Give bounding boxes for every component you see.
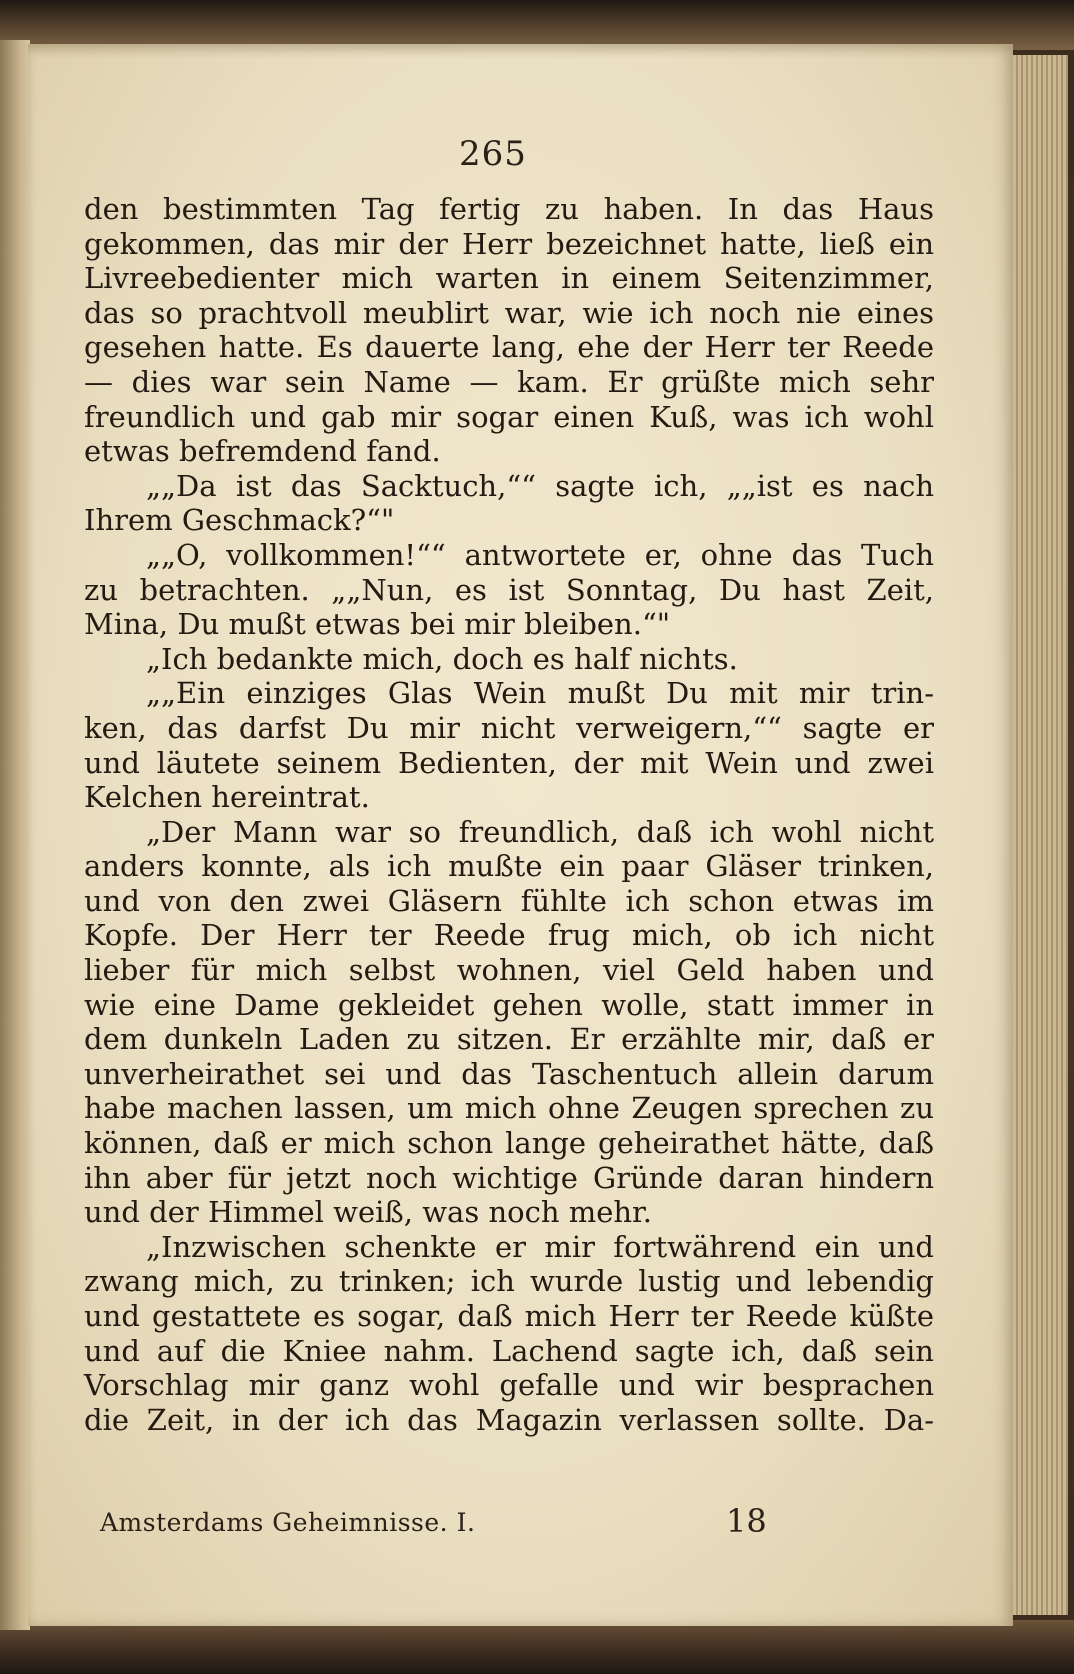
text-line: Livreebedienter mich warten in einem Seitenzimmer,: [84, 261, 934, 296]
book-cover-top: [0, 0, 1074, 50]
text-line: gesehen hatte. Es dauerte lang, ehe der Herr ter Reede: [84, 330, 934, 365]
footer-sheet-number: 18: [726, 1502, 767, 1540]
text-line: das so prachtvoll meublirt war, wie ich noch nie eines: [84, 295, 934, 330]
text-line: Kopfe. Der Herr ter Reede frug mich, ob ich nicht: [84, 918, 934, 953]
page-number: 265: [459, 134, 527, 174]
text-line: den bestimmten Tag fertig zu haben. In das Haus: [84, 192, 934, 226]
text-line: „„O, vollkommen!““ antwortete er, ohne das Tuch: [146, 537, 934, 572]
text-line: „Ich bedankte mich, doch es half nichts.: [146, 641, 738, 676]
text-line: können, daß er mich schon lange geheirathet hätte, daß: [84, 1126, 934, 1161]
text-line: zwang mich, zu trinken; ich wurde lustig und lebendig: [84, 1264, 934, 1299]
text-line: Ihrem Geschmack?“": [84, 503, 395, 538]
text-line: „„Da ist das Sacktuch,““ sagte ich, „„ist es nach: [146, 468, 934, 503]
text-line: lieber für mich selbst wohnen, viel Geld haben und: [84, 953, 934, 988]
text-line: ihn aber für jetzt noch wichtige Gründe daran hindern: [84, 1160, 934, 1195]
text-line: „Der Mann war so freundlich, daß ich wohl nicht: [146, 814, 934, 849]
text-line: gekommen, das mir der Herr bezeichnet hatte, ließ ein: [84, 226, 934, 261]
text-line: habe machen lassen, um mich ohne Zeugen sprechen zu: [84, 1091, 934, 1126]
footer-signature: Amsterdams Geheimnisse. I.: [100, 1508, 476, 1537]
text-line: Kelchen hereintrat.: [84, 780, 370, 815]
text-line: wie eine Dame gekleidet gehen wolle, statt immer in: [84, 987, 934, 1022]
text-line: freundlich und gab mir sogar einen Kuß, was ich wohl: [84, 399, 934, 434]
book-page: [28, 44, 1013, 1626]
page-footer: [100, 1502, 940, 1548]
text-line: und auf die Kniee nahm. Lachend sagte ich, daß sein: [84, 1333, 934, 1368]
text-line: ken, das darfst Du mir nicht verweigern,““ sagte er: [84, 710, 934, 745]
text-line: etwas befremdend fand.: [84, 434, 441, 469]
text-line: dem dunkeln Laden zu sitzen. Er erzählte mir, daß er: [84, 1022, 934, 1057]
text-line: die Zeit, in der ich das Magazin verlassen sollte. Da-: [84, 1402, 934, 1437]
page-left-edge: [0, 40, 30, 1630]
text-line: unverheirathet sei und das Taschentuch allein darum: [84, 1056, 934, 1091]
text-line: zu betrachten. „„Nun, es ist Sonntag, Du hast Zeit,: [84, 572, 934, 607]
text-line: und von den zwei Gläsern fühlte ich schon etwas im: [84, 883, 934, 918]
text-line: „„Ein einziges Glas Wein mußt Du mit mir trin-: [146, 676, 934, 711]
text-line: „Inzwischen schenkte er mir fortwährend ein und: [146, 1229, 934, 1264]
text-line: und gestattete es sogar, daß mich Herr ter Reede küßte: [84, 1299, 934, 1333]
text-line: anders konnte, als ich mußte ein paar Gläser trinken,: [84, 849, 934, 884]
text-line: Mina, Du mußt etwas bei mir bleiben.“": [84, 607, 671, 642]
body-text: [84, 192, 934, 1437]
text-line: und der Himmel weiß, was noch mehr.: [84, 1195, 652, 1230]
page-stack-edge: [1008, 55, 1068, 1615]
text-line: Vorschlag mir ganz wohl gefalle und wir besprachen: [84, 1368, 934, 1403]
book-cover-bottom: [0, 1620, 1074, 1674]
text-line: und läutete seinem Bedienten, der mit Wein und zwei: [84, 745, 934, 780]
text-line: — dies war sein Name — kam. Er grüßte mich sehr: [84, 364, 934, 399]
